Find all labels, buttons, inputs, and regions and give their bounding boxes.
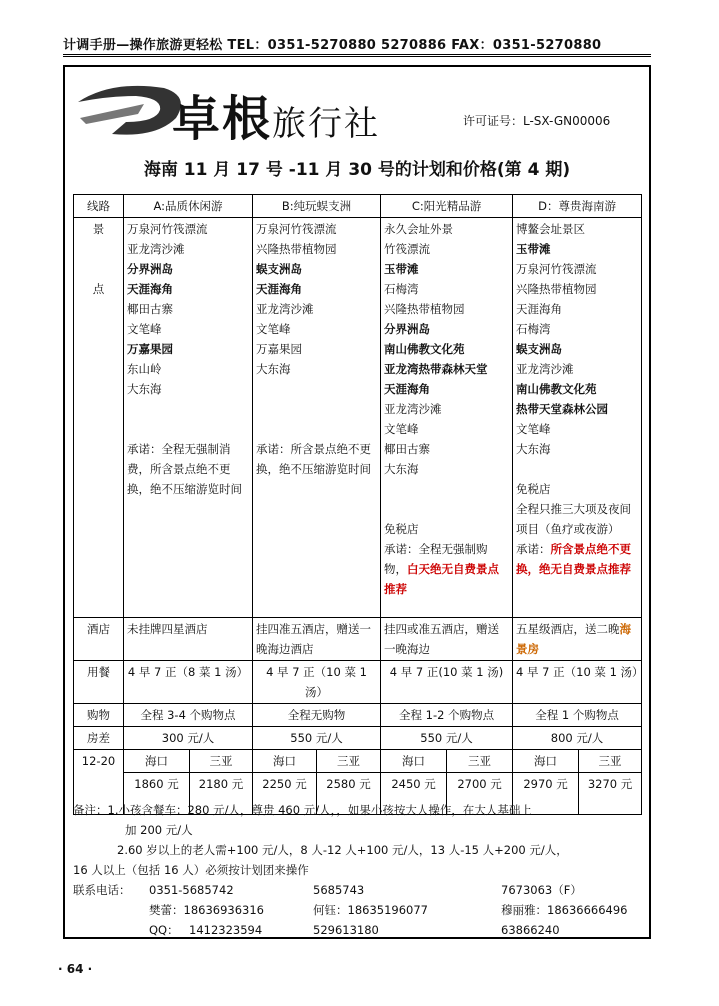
list-item: 亚龙湾沙滩 <box>384 402 442 416</box>
scenic-b <box>253 218 381 618</box>
route-b: B:纯玩蜈支洲 <box>253 195 381 218</box>
contacts-label: 联系电话： <box>73 883 131 897</box>
shopping-label: 购物 <box>74 704 124 727</box>
contact-person-1: 樊蕾：18636936316 <box>149 903 264 917</box>
contact-person-2: 何钰：18635196077 <box>313 903 428 917</box>
room-diff-d: 800 元/人 <box>513 727 642 750</box>
itinerary-table <box>73 194 642 815</box>
city-cell: 海口 <box>381 750 447 773</box>
scenic-d <box>513 218 642 618</box>
room-diff-c: 550 元/人 <box>381 727 513 750</box>
duty-free-d: 免税店 <box>516 482 551 496</box>
qq-label: QQ： <box>149 923 179 937</box>
hotel-a: 未挂牌四星酒店 <box>124 618 253 661</box>
list-item: 万泉河竹筏漂流 <box>127 222 208 236</box>
list-item: 万泉河竹筏漂流 <box>256 222 337 236</box>
list-item: 蜈支洲岛 <box>516 342 563 356</box>
route-c: C:阳光精品游 <box>381 195 513 218</box>
list-item: 万嘉果园 <box>127 342 173 356</box>
meal-b: 4 早 7 正（10 菜 1 汤） <box>253 661 381 704</box>
promise-c: 承诺：全程无强制购物，白天绝无自费景点推荐 <box>384 542 500 596</box>
room-diff-label: 房差 <box>74 727 124 750</box>
note-1-cont: 加 200 元/人 <box>125 823 193 837</box>
list-item: 竹筏漂流 <box>384 242 431 256</box>
page-title: 海南 11 月 17 号 -11 月 30 号的计划和价格(第 4 期) <box>143 160 571 180</box>
list-item: 大东海 <box>516 442 551 456</box>
list-item: 石梅湾 <box>384 282 419 296</box>
price-cell: 1860 元 <box>124 773 190 815</box>
list-item: 亚龙湾沙滩 <box>127 242 185 256</box>
shopping-c: 全程 1-2 个购物点 <box>381 704 513 727</box>
city-cell: 海口 <box>253 750 317 773</box>
brand-name: 卓根旅行社 <box>172 91 381 147</box>
extra-items-d: 全程只推三大项及夜间项目（鱼疗或夜游） <box>516 502 632 536</box>
list-item: 椰田古寨 <box>127 302 173 316</box>
promise-a: 承诺：全程无强制消费，所含景点绝不更换，绝不压缩游览时间 <box>127 442 242 496</box>
route-header-row <box>74 195 642 218</box>
hotel-label: 酒店 <box>74 618 124 661</box>
scenic-row <box>74 218 642 618</box>
phone-2: 5685743 <box>313 883 365 897</box>
meal-a: 4 早 7 正（8 菜 1 汤） <box>124 661 253 704</box>
note-1: 1.小孩含餐车：280 元/人，尊贵 460 元/人，，如果小孩按大人操作，在大人基础上 <box>107 803 532 817</box>
list-item: 文笔峰 <box>256 322 291 336</box>
list-item: 热带天堂森林公园 <box>516 402 609 416</box>
shopping-a: 全程 3-4 个购物点 <box>124 704 253 727</box>
license-number: 许可证号：L-SX-GN00006 <box>463 114 611 128</box>
hotel-b: 挂四准五酒店，赠送一晚海边酒店 <box>253 618 381 661</box>
promise-b: 承诺：所含景点绝不更换，绝不压缩游览时间 <box>256 442 372 476</box>
city-cell: 海口 <box>124 750 190 773</box>
list-item: 亚龙湾热带森林天堂 <box>384 362 488 376</box>
hotel-c: 挂四或准五酒店，赠送一晚海边 <box>381 618 513 661</box>
notes-label: 备注： <box>73 803 108 817</box>
list-item: 南山佛教文化苑 <box>384 342 465 356</box>
city-cell: 三亚 <box>579 750 642 773</box>
price-cell: 2700 元 <box>447 773 513 815</box>
list-item: 东山岭 <box>127 362 162 376</box>
route-d: D：尊贵海南游 <box>513 195 642 218</box>
meal-c: 4 早 7 正(10 菜 1 汤) <box>381 661 513 704</box>
list-item: 大东海 <box>256 362 291 376</box>
shopping-d: 全程 1 个购物点 <box>513 704 642 727</box>
contacts <box>73 880 641 940</box>
list-item: 兴隆热带植物园 <box>384 302 465 316</box>
qq-1: 1412323594 <box>189 923 263 937</box>
shopping-row <box>74 704 642 727</box>
route-label: 线路 <box>74 195 124 218</box>
list-item: 万嘉果园 <box>256 342 303 356</box>
qq-3: 63866240 <box>501 923 560 937</box>
meal-d: 4 早 7 正（10 菜 1 汤） <box>513 661 642 704</box>
list-item: 万泉河竹筏漂流 <box>516 262 597 276</box>
duty-free-c: 免税店 <box>384 522 419 536</box>
list-item: 分界洲岛 <box>384 322 431 336</box>
list-item: 天涯海角 <box>127 282 173 296</box>
list-item: 大东海 <box>127 382 162 396</box>
hotel-d: 五星级酒店，送二晚海景房 <box>513 618 642 661</box>
list-item: 天涯海角 <box>516 302 563 316</box>
room-diff-a: 300 元/人 <box>124 727 253 750</box>
room-diff-row <box>74 727 642 750</box>
list-item: 博鳌会址景区 <box>516 222 586 236</box>
list-item: 永久会址外景 <box>384 222 454 236</box>
city-row <box>74 750 642 773</box>
price-cell: 2180 元 <box>190 773 253 815</box>
list-item: 玉带滩 <box>384 262 419 276</box>
list-item: 文笔峰 <box>127 322 162 336</box>
price-cell: 2970 元 <box>513 773 579 815</box>
list-item: 兴隆热带植物园 <box>516 282 597 296</box>
city-cell: 三亚 <box>190 750 253 773</box>
fax: 7673063（F） <box>501 883 582 897</box>
promise-d: 承诺：所含景点绝不更换，绝无自费景点推荐 <box>516 542 632 576</box>
note-2: 2.60 岁以上的老人需+100 元/人，8 人-12 人+100 元/人，13 人-15 人+200 元/人， <box>117 843 568 857</box>
price-cell: 2450 元 <box>381 773 447 815</box>
shopping-b: 全程无购物 <box>253 704 381 727</box>
notes <box>73 800 641 880</box>
list-item: 玉带滩 <box>516 242 551 256</box>
list-item: 文笔峰 <box>384 422 419 436</box>
qq-2: 529613180 <box>313 923 379 937</box>
city-cell: 三亚 <box>447 750 513 773</box>
city-cell: 三亚 <box>317 750 381 773</box>
list-item: 椰田古寨 <box>384 442 431 456</box>
price-cell: 3270 元 <box>579 773 642 815</box>
list-item: 文笔峰 <box>516 422 551 436</box>
page-number: · 64 · <box>58 962 93 976</box>
scenic-c <box>381 218 513 618</box>
city-cell: 海口 <box>513 750 579 773</box>
list-item: 天涯海角 <box>256 282 303 296</box>
contact-person-3: 穆丽雅：18636666496 <box>501 903 628 917</box>
date-range-label: 12-20 <box>74 750 124 815</box>
price-cell: 2250 元 <box>253 773 317 815</box>
list-item: 大东海 <box>384 462 419 476</box>
hotel-row <box>74 618 642 661</box>
scenic-a <box>124 218 253 618</box>
note-2-cont: 16 人以上（包括 16 人）必须按计划团来操作 <box>73 863 309 877</box>
list-item: 亚龙湾沙滩 <box>256 302 314 316</box>
price-cell: 2580 元 <box>317 773 381 815</box>
list-item: 天涯海角 <box>384 382 431 396</box>
header-bar: 计调手册—操作旅游更轻松 TEL：0351-5270880 5270886 FAX：0351-5270880 <box>63 34 651 57</box>
scenic-label: 景 点 <box>74 218 124 618</box>
meal-row <box>74 661 642 704</box>
phone-1: 0351-5685742 <box>149 883 234 897</box>
route-a: A:品质休闲游 <box>124 195 253 218</box>
list-item: 亚龙湾沙滩 <box>516 362 574 376</box>
list-item: 南山佛教文化苑 <box>516 382 597 396</box>
room-diff-b: 550 元/人 <box>253 727 381 750</box>
meal-label: 用餐 <box>74 661 124 704</box>
list-item: 分界洲岛 <box>127 262 173 276</box>
list-item: 石梅湾 <box>516 322 551 336</box>
list-item: 蜈支洲岛 <box>256 262 303 276</box>
list-item: 兴隆热带植物园 <box>256 242 337 256</box>
